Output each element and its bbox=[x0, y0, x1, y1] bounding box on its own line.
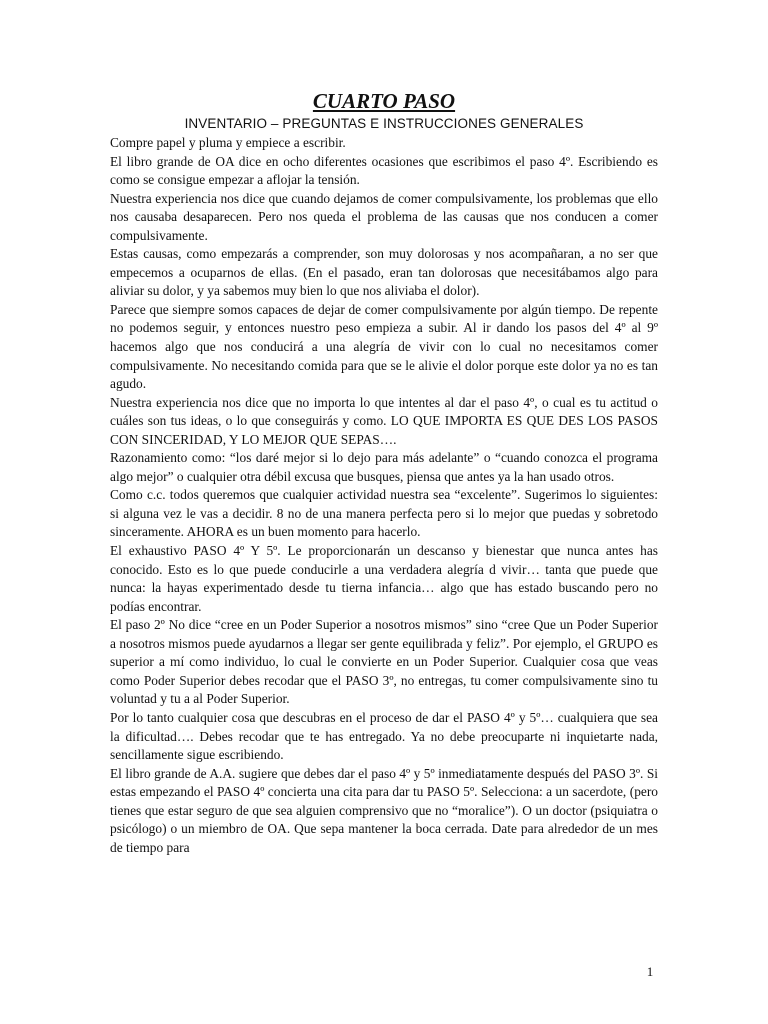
paragraph: Nuestra experiencia nos dice que cuando dejamos de comer compulsivamente, los problemas que ello nos causaba desaparecen. Pero nos queda el problema de las causas que nos conducen a comer compulsivamente. bbox=[110, 190, 658, 243]
page-number: 1 bbox=[646, 964, 654, 979]
paragraph: Estas causas, como empezarás a comprender, son muy dolorosas y nos acompañaran, a no ser que empecemos a ocuparnos de ellas. (En el pasado, eran tan dolorosas que necesitábamos algo para aliviar su dolor, y ya sabemos muy bien lo que nos aliviaba el dolor). bbox=[110, 246, 658, 299]
paragraph: El paso 2º No dice “cree en un Poder Superior a nosotros mismos” sino “cree Que un Poder Superior a nosotros mismos puede ayudarnos a llegar ser gente equilibrada y feliz”. Por ejemplo, el GRUPO es superior a mí como individuo, lo cual le convierte en un Poder Superior. Cualquier cosa que veas como Poder Superior debes recodar que el PASO 3º, no entregas, tu comer compulsivamente sino tu voluntad y tu a al Poder Superior. bbox=[110, 617, 658, 707]
document-title: CUARTO PASO bbox=[312, 89, 456, 113]
document-body bbox=[110, 88, 658, 857]
paragraph: Parece que siempre somos capaces de dejar de comer compulsivamente por algún tiempo. De repente no podemos seguir, y entonces nuestro peso empieza a subir. Al ir dando los pasos del 4º al 9º hacemos algo que nos conducirá a una alegría de vivir con lo cual no necesitamos comer compulsivamente. No necesitando comida para que se le alivie el dolor porque este dolor ya no es tan agudo. bbox=[110, 301, 658, 392]
paragraph: Nuestra experiencia nos dice que no importa lo que intentes al dar el paso 4º, o cual es tu actitud o cuáles son tus ideas, o lo que conseguirás y como. LO QUE IMPORTA ES QUE DES LOS PASOS CON SINCERIDAD, Y LO MEJOR QUE SEPAS…. bbox=[110, 394, 658, 447]
paragraph: El exhaustivo PASO 4º Y 5º. Le proporcionarán un descanso y bienestar que nunca antes has conocido. Esto es lo que puede conducirle a una verdadera alegría d vivir… tanta que puede que nunca: la hayas experimentado desde tu tierna infancia… algo que has estado buscando pero no podías encontrar. bbox=[110, 543, 658, 614]
paragraph: El libro grande de A.A. sugiere que debes dar el paso 4º y 5º inmediatamente después del PASO 3º. Si estas empezando el PASO 4º concierta una cita para dar tu PASO 5º. Selecciona: a un sacerdote, (pero tienes que estar seguro de que sea alguien comprensivo que no “moralice”). O un doctor (psiquiatra o psicólogo) o un miembro de OA. Que sepa mantener la boca cerrada. Date para alrededor de un mes de tiempo para bbox=[110, 765, 658, 855]
paragraph: El libro grande de OA dice en ocho diferentes ocasiones que escribimos el paso 4º. Escribiendo es como se consigue empezar a aflojar la tensión. bbox=[110, 153, 658, 188]
paragraph: Como c.c. todos queremos que cualquier actividad nuestra sea “excelente”. Sugerimos lo siguientes: si alguna vez le vas a decidir. 8 no de una manera perfecta pero si lo mejor que puedas y sobretodo sinceramente. AHORA es un buen momento para hacerlo. bbox=[110, 487, 658, 540]
paragraph: Por lo tanto cualquier cosa que descubras en el proceso de dar el PASO 4º y 5º… cualquiera que sea la dificultad…. Debes recodar que te has entregado. Ya no debe preocuparte ni inquietarte nada, sencillamente sigue escribiendo. bbox=[110, 709, 658, 763]
document-subtitle: INVENTARIO – PREGUNTAS E INSTRUCCIONES GENERALES bbox=[184, 116, 584, 131]
paragraph: Razonamiento como: “los daré mejor si lo dejo para más adelante” o “cuando conozca el programa algo mejor” o cualquier otra débil excusa que busques, piensa que antes ya la han usado otros. bbox=[110, 450, 658, 484]
paragraph: Compre papel y pluma y empiece a escribir. bbox=[110, 135, 346, 150]
